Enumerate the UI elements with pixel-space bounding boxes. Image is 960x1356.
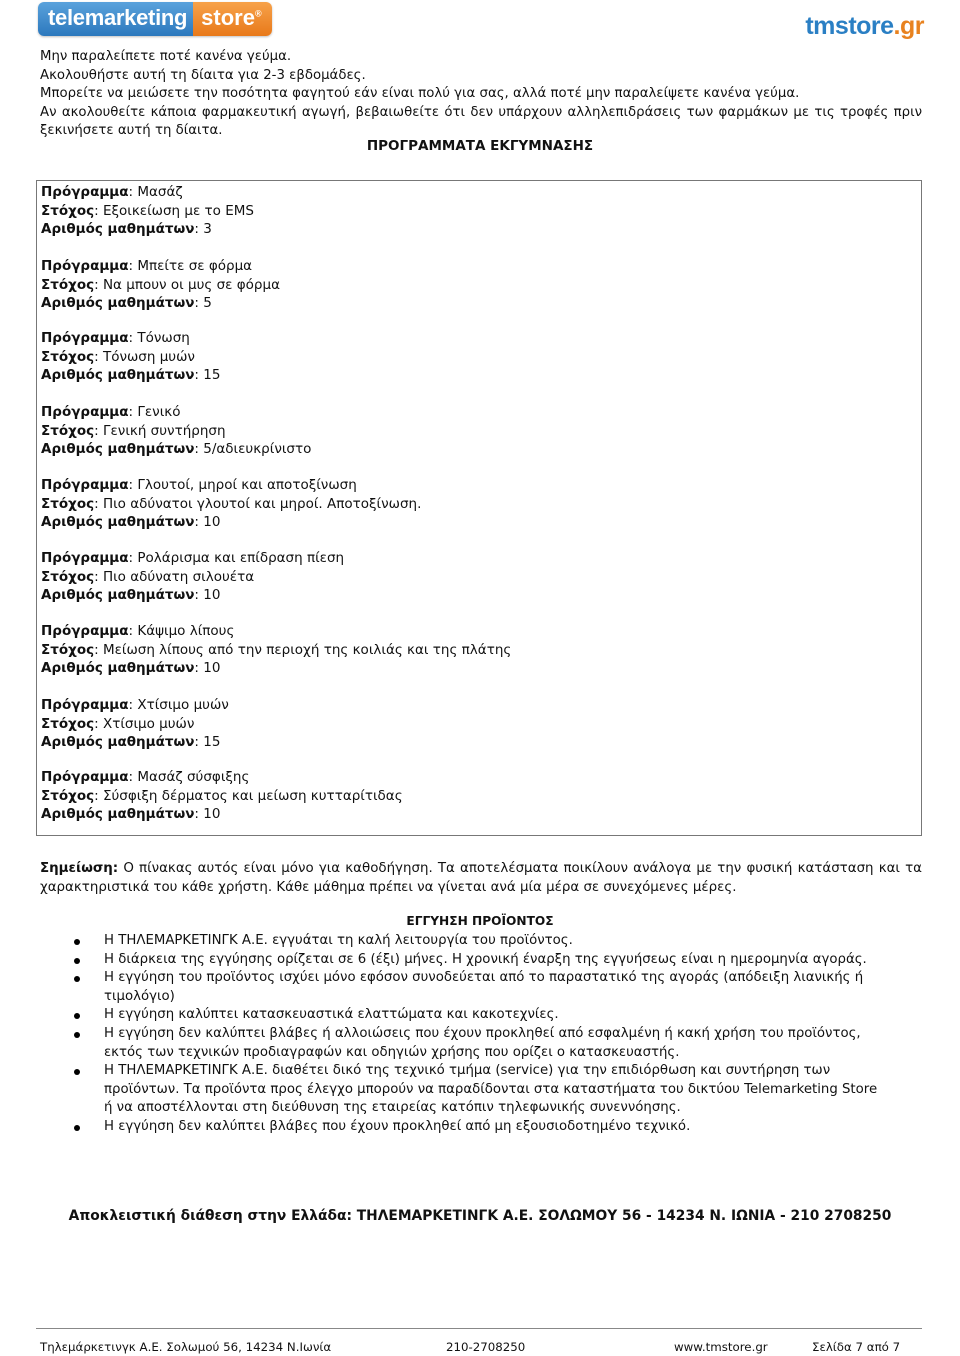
program-name: Πρόγραμμα: Τόνωση	[41, 330, 190, 346]
program-block	[41, 549, 344, 605]
program-block	[41, 403, 311, 459]
program-name-label: Πρόγραμμα	[41, 769, 129, 785]
program-goal: Στόχος: Γενική συντήρηση	[41, 422, 226, 439]
program-goal-value: Γενική συντήρηση	[102, 422, 226, 439]
program-goal-value: Τόνωση μυών	[102, 348, 195, 365]
program-goal: Στόχος: Σύσφιξη δέρματος και μείωση κυτταρίτιδας	[41, 787, 403, 804]
warranty-item-text: Η εγγύηση καλύπτει κατασκευαστικά ελαττώματα και κακοτεχνίες.	[104, 1007, 559, 1023]
program-sessions-value: 5/αδιευκρίνιστο	[203, 441, 312, 458]
logo-main-text: telemarketing	[38, 2, 193, 36]
program-goal-value: Πιο αδύνατοι γλουτοί και μηροί. Αποτοξίνωση.	[102, 495, 422, 512]
intro-line: Ακολουθήστε αυτή τη δίαιτα για 2-3 εβδομάδες.	[40, 67, 366, 83]
program-goal-label: Στόχος	[41, 348, 95, 365]
exclusive-distribution: Αποκλειστική διάθεση στην Ελλάδα: ΤΗΛΕΜΑΡΚΕΤΙΝΓΚ Α.Ε. ΣΟΛΩΜΟΥ 56 - 14234 Ν. ΙΩΝΙΑ - 210 2708250	[68, 1208, 892, 1224]
footer-page-number: Σελίδα 7 από 7	[812, 1340, 901, 1354]
program-name-value: Κάψιμο λίπους	[137, 623, 235, 639]
program-sessions: Αριθμός μαθημάτων: 15	[41, 367, 221, 384]
program-goal: Στόχος: Πιο αδύνατη σιλουέτα	[41, 568, 255, 585]
program-block	[41, 329, 220, 385]
bullet-icon	[74, 1013, 80, 1019]
program-name-label: Πρόγραμμα	[41, 258, 129, 274]
telemarketing-store-logo	[38, 2, 272, 36]
program-goal-value: Μείωση λίπους από την περιοχή της κοιλιάς και της πλάτης	[102, 641, 512, 658]
program-name: Πρόγραμμα: Ρολάρισμα και επίδραση πίεση	[41, 550, 345, 566]
program-goal-value: Εξοικείωση με το EMS	[102, 202, 254, 219]
program-sessions-label: Αριθμός μαθημάτων	[41, 295, 195, 312]
program-block	[41, 696, 229, 752]
brand-domain: .gr	[893, 12, 924, 40]
program-block	[41, 622, 511, 678]
program-name-value: Γλουτοί, μηροί και αποτοξίνωση	[137, 477, 357, 493]
footer-website[interactable]: www.tmstore.gr	[674, 1340, 768, 1354]
programs-title: ΠΡΟΓΡΑΜΜΑΤΑ ΕΚΓΥΜΝΑΣΗΣ	[366, 138, 594, 154]
brand-name: tmstore	[805, 12, 894, 40]
warranty-item-text: Η ΤΗΛΕΜΑΡΚΕΤΙΝΓΚ Α.Ε. εγγυάται τη καλή λειτουργία του προϊόντος.	[104, 933, 573, 948]
program-sessions: Αριθμός μαθημάτων: 10	[41, 806, 221, 823]
program-goal-label: Στόχος	[41, 568, 95, 585]
program-name-label: Πρόγραμμα	[41, 184, 129, 200]
program-goal: Στόχος: Χτίσιμο μυών	[41, 715, 195, 732]
warranty-item	[104, 1025, 884, 1062]
warranty-item-text: Η εγγύηση δεν καλύπτει βλάβες που έχουν προκληθεί από μη εξουσιοδοτημένο τεχνικό.	[104, 1118, 691, 1134]
program-sessions-value: 3	[203, 221, 212, 238]
program-sessions: Αριθμός μαθημάτων: 5	[41, 295, 212, 312]
program-sessions-label: Αριθμός μαθημάτων	[41, 806, 195, 823]
program-name-value: Μασάζ σύσφιξης	[137, 769, 250, 785]
program-goal: Στόχος: Τόνωση μυών	[41, 348, 195, 365]
program-goal-label: Στόχος	[41, 715, 95, 732]
program-sessions-label: Αριθμός μαθημάτων	[41, 367, 195, 384]
program-sessions: Αριθμός μαθημάτων: 3	[41, 221, 212, 238]
program-name: Πρόγραμμα: Μπείτε σε φόρμα	[41, 258, 253, 274]
program-goal-value: Να μπουν οι μυς σε φόρμα	[102, 276, 280, 293]
footer-divider	[36, 1328, 922, 1329]
footer-company: Τηλεμάρκετινγκ Α.Ε. Σολωμού 56, 14234 Ν.Ιωνία	[40, 1340, 332, 1354]
warranty-item	[104, 969, 884, 1006]
program-sessions: Αριθμός μαθημάτων: 10	[41, 514, 221, 531]
intro-line: Μην παραλείπετε ποτέ κανένα γεύμα.	[40, 49, 292, 64]
program-name: Πρόγραμμα: Γενικό	[41, 404, 181, 420]
program-sessions-value: 15	[203, 734, 221, 751]
program-name-label: Πρόγραμμα	[41, 697, 129, 713]
program-name: Πρόγραμμα: Μασάζ	[41, 184, 183, 200]
warranty-item-text: Η εγγύηση δεν καλύπτει βλάβες ή αλλοιώσεις που έχουν προκληθεί από εσφαλμένη ή κακή χρήση του προϊόντος, εκτός των τεχνικών προδιαγραφών και οδηγιών χρήσης που ορίζει ο κατασκευαστής.	[104, 1025, 861, 1060]
intro-line: Μπορείτε να μειώσετε την ποσότητα φαγητού εάν είναι πολύ για σας, αλλά ποτέ μην παραλείψετε κανένα γεύμα.	[40, 86, 800, 102]
program-name: Πρόγραμμα: Χτίσιμο μυών	[41, 697, 229, 713]
program-name-label: Πρόγραμμα	[41, 330, 129, 346]
program-sessions-value: 5	[203, 295, 212, 312]
note-label: Σημείωση:	[40, 861, 119, 876]
program-sessions: Αριθμός μαθημάτων: 10	[41, 660, 221, 677]
warranty-item	[104, 1062, 884, 1118]
program-sessions-label: Αριθμός μαθημάτων	[41, 441, 195, 458]
program-name-value: Ρολάρισμα και επίδραση πίεση	[137, 550, 345, 566]
program-name-label: Πρόγραμμα	[41, 550, 129, 566]
warranty-item-text: Η διάρκεια της εγγύησης ορίζεται σε 6 (έξι) μήνες. Η χρονική έναρξη της εγγυήσεως είναι η ημερομηνία αγοράς.	[104, 951, 867, 967]
program-name: Πρόγραμμα: Γλουτοί, μηροί και αποτοξίνωση	[41, 477, 357, 493]
program-sessions: Αριθμός μαθημάτων: 15	[41, 734, 221, 751]
warranty-item-text: Η εγγύηση του προϊόντος ισχύει μόνο εφόσον συνοδεύεται από το παραστατικό της αγοράς (απόδειξη λιανικής ή τιμολόγιο)	[104, 970, 864, 1004]
program-sessions: Αριθμός μαθημάτων: 5/αδιευκρίνιστο	[41, 441, 312, 458]
program-sessions-label: Αριθμός μαθημάτων	[41, 660, 195, 677]
program-name-label: Πρόγραμμα	[41, 623, 129, 639]
bullet-icon	[74, 1032, 80, 1038]
program-block	[41, 183, 254, 239]
program-goal: Στόχος: Να μπουν οι μυς σε φόρμα	[41, 276, 280, 293]
program-name-value: Γενικό	[137, 404, 181, 420]
program-sessions-value: 10	[203, 806, 221, 823]
program-goal: Στόχος: Μείωση λίπους από την περιοχή της κοιλιάς και της πλάτης	[41, 641, 512, 658]
warranty-item	[104, 932, 884, 951]
bullet-icon	[74, 1069, 80, 1075]
brand-wordmark	[805, 12, 924, 41]
bullet-icon	[74, 976, 80, 982]
warranty-item	[104, 1006, 884, 1025]
bullet-icon	[74, 958, 80, 964]
program-block	[41, 476, 421, 532]
program-sessions-label: Αριθμός μαθημάτων	[41, 587, 195, 604]
program-block	[41, 768, 403, 824]
warranty-item	[104, 951, 884, 970]
program-name: Πρόγραμμα: Μασάζ σύσφιξης	[41, 769, 250, 785]
intro-text	[40, 48, 922, 141]
program-name-value: Μπείτε σε φόρμα	[137, 258, 253, 274]
program-goal-value: Σύσφιξη δέρματος και μείωση κυτταρίτιδας	[102, 787, 403, 804]
intro-line: Αν ακολουθείτε κάποια φαρμακευτική αγωγή, βεβαιωθείτε ότι δεν υπάρχουν αλληλεπιδράσεις των φαρμάκων με τις τροφές πριν ξεκινήσετε αυτή τη δίαιτα.	[40, 104, 922, 139]
logo-store-text: store®	[193, 2, 271, 36]
program-sessions-value: 15	[203, 367, 221, 384]
program-name-value: Τόνωση	[137, 330, 190, 346]
warranty-item	[104, 1118, 884, 1137]
program-sessions-value: 10	[203, 660, 221, 677]
program-goal-label: Στόχος	[41, 276, 95, 293]
program-name-label: Πρόγραμμα	[41, 404, 129, 420]
program-sessions-label: Αριθμός μαθημάτων	[41, 221, 195, 238]
program-name-value: Μασάζ	[137, 184, 183, 200]
program-goal-label: Στόχος	[41, 787, 95, 804]
program-name-label: Πρόγραμμα	[41, 477, 129, 493]
warranty-title: ΕΓΓΥΗΣΗ ΠΡΟΪΟΝΤΟΣ	[406, 914, 554, 928]
program-name: Πρόγραμμα: Κάψιμο λίπους	[41, 623, 235, 639]
program-goal-label: Στόχος	[41, 202, 95, 219]
program-goal: Στόχος: Εξοικείωση με το EMS	[41, 202, 254, 219]
bullet-icon	[74, 939, 80, 945]
footer-phone: 210-2708250	[446, 1340, 526, 1354]
program-sessions: Αριθμός μαθημάτων: 10	[41, 587, 221, 604]
program-sessions-label: Αριθμός μαθημάτων	[41, 514, 195, 531]
program-sessions-label: Αριθμός μαθημάτων	[41, 734, 195, 751]
program-goal-label: Στόχος	[41, 495, 95, 512]
warranty-list	[104, 932, 884, 1137]
program-block	[41, 257, 280, 313]
program-goal: Στόχος: Πιο αδύνατοι γλουτοί και μηροί. Αποτοξίνωση.	[41, 495, 422, 512]
program-goal-value: Χτίσιμο μυών	[102, 715, 195, 732]
program-goal-label: Στόχος	[41, 422, 95, 439]
note-text: Ο πίνακας αυτός είναι μόνο για καθοδήγηση. Τα αποτελέσματα ποικίλουν ανάλογα με την φυσική κατάσταση και τα χαρακτηριστικά του κάθε χρήστη. Κάθε μάθημα πρέπει να γίνεται ανά μία μέρα σε συνεχόμενες μέρες.	[40, 861, 922, 895]
program-name-value: Χτίσιμο μυών	[137, 697, 229, 713]
program-goal-label: Στόχος	[41, 641, 95, 658]
program-sessions-value: 10	[203, 587, 221, 604]
warranty-item-text: Η ΤΗΛΕΜΑΡΚΕΤΙΝΓΚ Α.Ε. διαθέτει δικό της τεχνικό τμήμα (service) για την επιδιόρθωση και συντήρηση των προϊόντων. Τα προϊόντα προς έλεγχο μπορούν να παραδίδονται στα καταστήματα του δικτύου Telemarketing Store ή να αποστέλλονται στη διεύθυνση της εταιρείας κατόπιν τηλεφωνικής συνεννόησης.	[104, 1063, 878, 1116]
program-sessions-value: 10	[203, 514, 221, 531]
program-goal-value: Πιο αδύνατη σιλουέτα	[102, 568, 255, 585]
programs-box	[36, 180, 922, 836]
guidance-note	[40, 860, 922, 897]
bullet-icon	[74, 1125, 80, 1131]
